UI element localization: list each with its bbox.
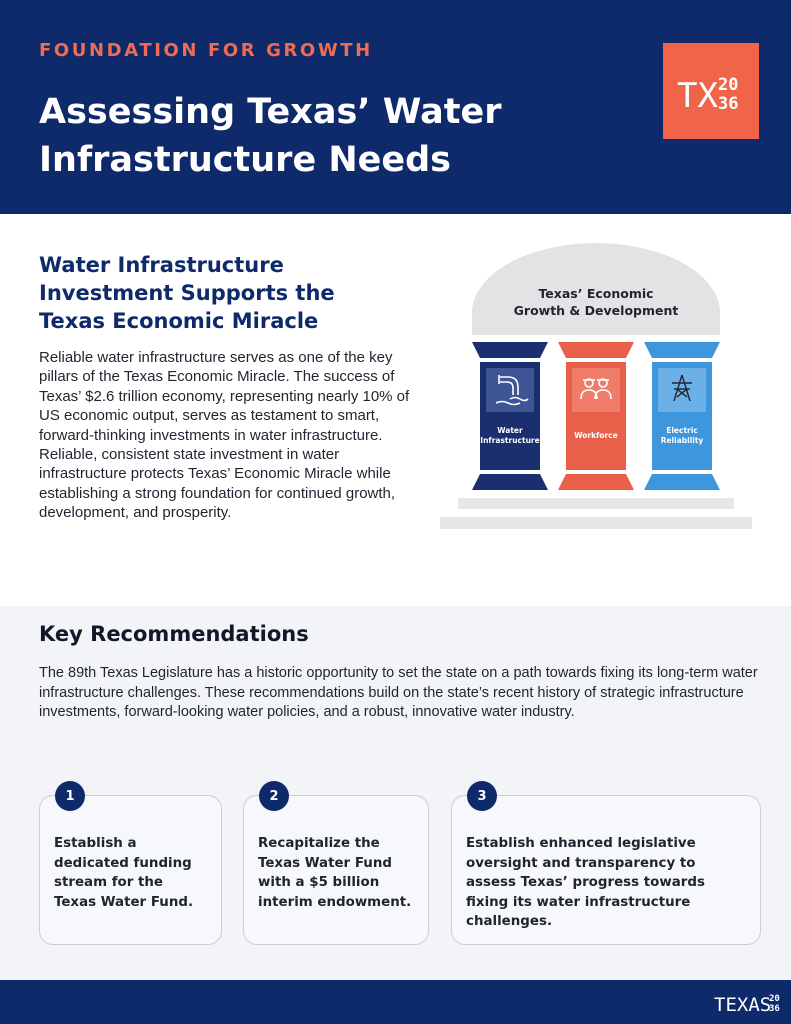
recommendations-intro: The 89th Texas Legislature has a historic opportunity to set the state on a path towards fixing its long-term water infrastructure challenges. These recommendations build on the state’s recent history of strategic infrastructure investments, forward-looking water policies, and a robust, innovative water industry. [39,665,758,720]
recommendation-number-3: 3 [467,781,497,811]
pillars-base-step-top [458,498,734,509]
intro-heading-line-1: Water Infrastructure [39,253,284,277]
pillar-label-workforce: Workforce [574,431,618,440]
recommendation-number-2: 2 [259,781,289,811]
recommendations-heading: Key Recommendations [39,622,309,646]
pillar-electric-reliability [644,342,720,490]
intro-heading-line-2: Investment Supports the [39,281,335,305]
page-title [39,88,502,184]
recommendation-text-2: Recapitalize the Texas Water Fund with a $5 billion interim endowment. [258,836,412,910]
roof-label-line-1: Texas’ Economic [538,286,654,301]
footer-logo-text: TEXAS [714,994,772,1016]
title-line-1: Assessing Texas’ Water [39,92,502,132]
pillar-label-electric: Electric [666,426,698,435]
pillar-label-reliability: Reliability [660,436,704,445]
logo-year-bottom: 36 [718,94,739,114]
texas2036-logo [714,989,782,1022]
logo-text: TX [677,76,718,116]
footer-logo-year-bottom: 36 [769,1004,780,1014]
pillar-workforce [558,342,634,490]
header-banner [0,0,791,214]
recommendation-text-3: Establish enhanced legislative oversight and transparency to assess Texas’ progress towards fixing its water infrastructure challenges. [466,836,705,930]
recommendations-section [0,606,791,980]
pillar-label-water: Water [497,426,523,435]
pillar-water-infrastructure [472,342,548,490]
intro-paragraph: Reliable water infrastructure serves as one of the key pillars of the Texas Economic Miracle. The success of Texas’ $2.6 trillion economy, representing nearly 10% of US economic output, serves as testament to smart, forward-thinking investments in water infrastructure. Reliable, consistent state investment in water infrastructure protects Texas’ Economic Miracle while establishing a strong foundation for continued growth, development, and prosperity. [39,349,410,522]
recommendation-card-1 [39,788,222,945]
title-line-2: Infrastructure Needs [39,140,452,180]
intro-heading [39,251,399,335]
roof-label-line-2: Growth & Development [513,303,679,318]
recommendation-number-1: 1 [55,781,85,811]
recommendation-card-2 [243,788,429,945]
pillars-base-step-bottom [440,517,752,529]
pillar-label-infrastructure: Infrastructure [480,436,540,445]
pillars-diagram [436,243,756,535]
logo-year-top: 20 [718,75,739,95]
footer-bar [0,980,791,1024]
recommendation-text-1: Establish a dedicated funding stream for the Texas Water Fund. [54,836,194,910]
tx2036-logo [663,43,759,139]
intro-heading-line-3: Texas Economic Miracle [39,309,319,333]
footer-logo-year-top: 20 [769,994,780,1004]
recommendation-card-3 [451,788,761,945]
eyebrow-label: FOUNDATION FOR GROWTH [39,40,373,61]
